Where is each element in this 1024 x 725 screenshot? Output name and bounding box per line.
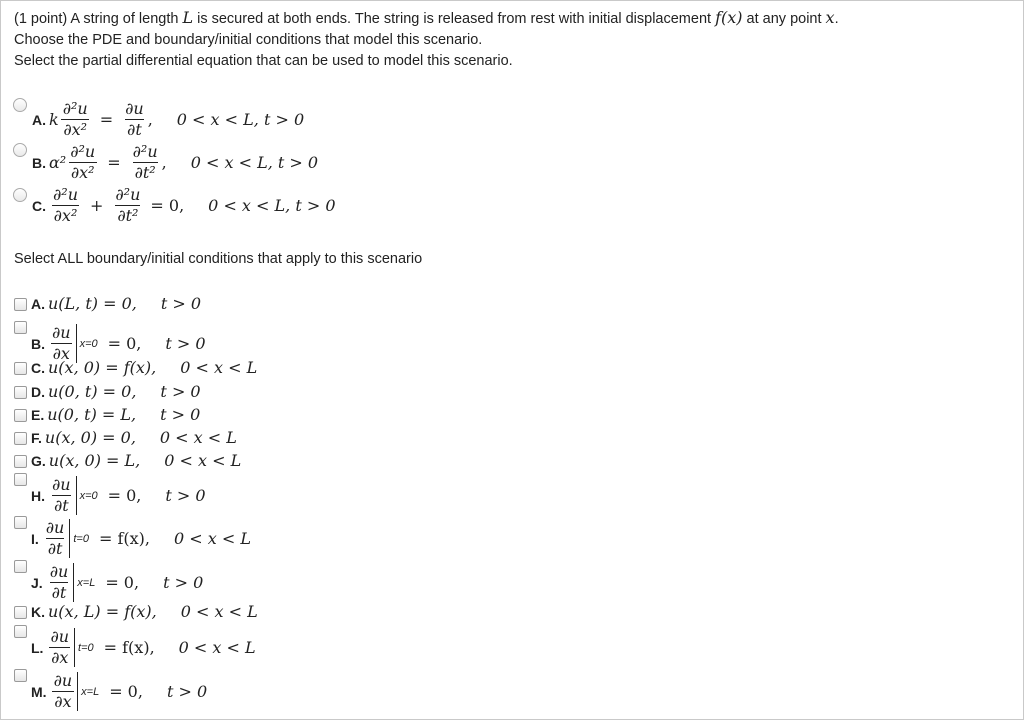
domain: t > 0 — [166, 682, 208, 701]
bc-option-d — [31, 382, 201, 401]
evaluation-point: x=L — [77, 577, 96, 589]
denominator: ∂t — [51, 583, 67, 602]
numerator: ∂u — [49, 562, 69, 581]
condition-rhs: = f(x), — [103, 638, 155, 657]
denominator: ∂x² — [53, 206, 78, 225]
condition-expr: u(x, 0) = L, — [48, 451, 141, 470]
bc-checkbox-d[interactable] — [14, 386, 27, 399]
tail: , — [161, 153, 167, 172]
bc-option-i — [31, 519, 251, 558]
evaluation-bar — [73, 563, 76, 602]
condition-expr: u(x, L) = f(x), — [48, 602, 157, 621]
numerator: ∂²u — [115, 185, 141, 204]
text: is secured at both ends. The string is released from rest with initial displacement — [193, 11, 716, 27]
numerator: ∂²u — [62, 99, 88, 118]
condition-rhs: = 0, — [107, 486, 142, 505]
domain: 0 < x < L — [180, 602, 258, 621]
bc-checkbox-m[interactable] — [14, 669, 27, 682]
question-text — [14, 7, 839, 72]
option-label: A. — [32, 111, 46, 128]
option-label: K. — [31, 603, 45, 620]
fraction — [44, 519, 67, 558]
fraction — [50, 476, 73, 515]
pde-option-b — [32, 143, 318, 182]
domain: 0 < x < L, t > 0 — [190, 153, 319, 172]
denominator: ∂t² — [134, 163, 156, 182]
text: (1 point) A string of length — [14, 11, 183, 27]
bc-checkbox-j[interactable] — [14, 560, 27, 573]
option-label: B. — [31, 335, 45, 352]
evaluation-bar — [76, 476, 79, 515]
evaluated-derivative — [50, 672, 100, 711]
bc-checkbox-b[interactable] — [14, 321, 27, 334]
bc-heading: Select ALL boundary/initial conditions that apply to this scenario — [14, 251, 423, 267]
numerator: ∂u — [52, 475, 71, 494]
option-label: M. — [31, 683, 47, 700]
denominator: ∂t — [127, 120, 142, 139]
denominator: ∂x² — [70, 163, 95, 182]
condition-expr: u(0, t) = 0, — [48, 382, 137, 401]
domain: 0 < x < L — [173, 529, 251, 548]
domain: 0 < x < L, t > 0 — [208, 196, 336, 215]
text: at any point — [742, 11, 826, 27]
domain: t > 0 — [165, 486, 206, 505]
domain: t > 0 — [160, 382, 201, 401]
bc-option-f — [31, 428, 237, 447]
tail: , — [147, 110, 153, 129]
bc-checkbox-f[interactable] — [14, 432, 27, 445]
pde-radio-b[interactable] — [13, 143, 27, 157]
option-label: E. — [31, 406, 45, 423]
domain: 0 < x < L — [164, 451, 242, 470]
bc-option-j — [31, 563, 203, 602]
domain: 0 < x < L — [180, 358, 258, 377]
domain: 0 < x < L — [159, 428, 237, 447]
denominator: ∂x² — [63, 120, 88, 139]
evaluation-bar — [74, 628, 77, 667]
condition-expr: u(0, t) = L, — [47, 405, 137, 424]
evaluation-point: x=L — [81, 686, 100, 698]
evaluation-bar — [69, 519, 72, 558]
bc-checkbox-k[interactable] — [14, 606, 27, 619]
fraction — [48, 563, 71, 602]
bc-checkbox-h[interactable] — [14, 473, 27, 486]
evaluation-point: x=0 — [79, 338, 98, 350]
bc-option-g — [31, 451, 241, 470]
domain: t > 0 — [163, 573, 204, 592]
bc-checkbox-e[interactable] — [14, 409, 27, 422]
bc-checkbox-i[interactable] — [14, 516, 27, 529]
denominator: ∂t — [47, 539, 63, 558]
numerator: ∂u — [125, 99, 144, 118]
option-label: H. — [31, 487, 45, 504]
evaluation-bar — [77, 672, 80, 711]
bc-option-c — [31, 358, 257, 377]
var-L: L — [182, 8, 194, 27]
evaluation-point: t=0 — [73, 533, 89, 545]
var-f: f(x) — [715, 8, 743, 27]
pde-radio-a[interactable] — [13, 98, 27, 112]
option-label: G. — [31, 452, 46, 469]
numerator: ∂u — [45, 518, 65, 537]
fraction — [51, 186, 80, 225]
condition-rhs: = f(x), — [98, 529, 150, 548]
condition-rhs: = 0, — [109, 682, 143, 701]
question-line-3: Select the partial differential equation that can be used to model this scenario. — [14, 53, 513, 69]
option-label: L. — [31, 639, 44, 656]
numerator: ∂u — [53, 671, 73, 690]
denominator: ∂x — [51, 648, 69, 667]
option-label: C. — [31, 359, 45, 376]
evaluation-point: t=0 — [78, 642, 94, 654]
option-label: B. — [32, 154, 46, 171]
condition-expr: u(L, t) = 0, — [48, 294, 137, 313]
denominator: ∂t² — [117, 206, 139, 225]
condition-rhs: = 0, — [105, 573, 140, 592]
denominator: ∂x — [52, 344, 70, 363]
numerator: ∂u — [50, 627, 70, 646]
pde-option-c — [32, 186, 336, 225]
denominator: ∂x — [54, 692, 72, 711]
bc-option-m — [31, 672, 207, 711]
tail: = 0, — [150, 196, 185, 215]
domain: 0 < x < L, t > 0 — [176, 110, 305, 129]
condition-rhs: = 0, — [107, 334, 142, 353]
evaluated-derivative — [46, 563, 96, 602]
fraction — [123, 100, 146, 139]
coef: α² — [49, 153, 67, 172]
coef: k — [49, 110, 59, 129]
text: . — [834, 11, 839, 27]
fraction — [68, 143, 97, 182]
bc-checkbox-l[interactable] — [14, 625, 27, 638]
fraction — [61, 100, 90, 139]
domain: t > 0 — [165, 334, 206, 353]
question-line-1 — [14, 7, 839, 30]
bc-option-e — [31, 405, 200, 424]
option-label: J. — [31, 574, 43, 591]
evaluated-derivative — [46, 628, 93, 667]
condition-expr: u(x, 0) = f(x), — [48, 358, 157, 377]
option-label: C. — [32, 197, 46, 214]
bc-checkbox-a[interactable] — [14, 298, 27, 311]
fraction — [113, 186, 142, 225]
operator: = — [99, 110, 114, 129]
question-line-2: Choose the PDE and boundary/initial conditions that model this scenario. — [14, 32, 483, 48]
evaluation-point: x=0 — [79, 490, 98, 502]
domain: t > 0 — [160, 294, 202, 313]
fraction — [48, 628, 71, 667]
denominator: ∂t — [53, 496, 69, 515]
pde-option-a — [32, 100, 304, 139]
domain: t > 0 — [160, 405, 201, 424]
option-label: D. — [31, 383, 45, 400]
bc-option-a — [31, 294, 201, 313]
numerator: ∂²u — [53, 185, 78, 204]
numerator: ∂²u — [132, 142, 158, 161]
pde-radio-c[interactable] — [13, 188, 27, 202]
bc-option-l — [31, 628, 256, 667]
operator: = — [107, 153, 121, 172]
var-x: x — [825, 8, 835, 27]
numerator: ∂u — [52, 323, 71, 342]
condition-expr: u(x, 0) = 0, — [44, 428, 136, 447]
numerator: ∂²u — [70, 142, 96, 161]
domain: 0 < x < L — [178, 638, 256, 657]
option-label: A. — [31, 295, 45, 312]
bc-checkbox-g[interactable] — [14, 455, 27, 468]
bc-option-k — [31, 602, 258, 621]
evaluated-derivative — [48, 476, 98, 515]
bc-option-h — [31, 476, 206, 515]
option-label: F. — [31, 429, 42, 446]
bc-checkbox-c[interactable] — [14, 362, 27, 375]
fraction — [131, 143, 160, 182]
evaluated-derivative — [42, 519, 89, 558]
fraction — [52, 672, 75, 711]
option-label: I. — [31, 530, 39, 547]
operator: + — [90, 196, 104, 215]
